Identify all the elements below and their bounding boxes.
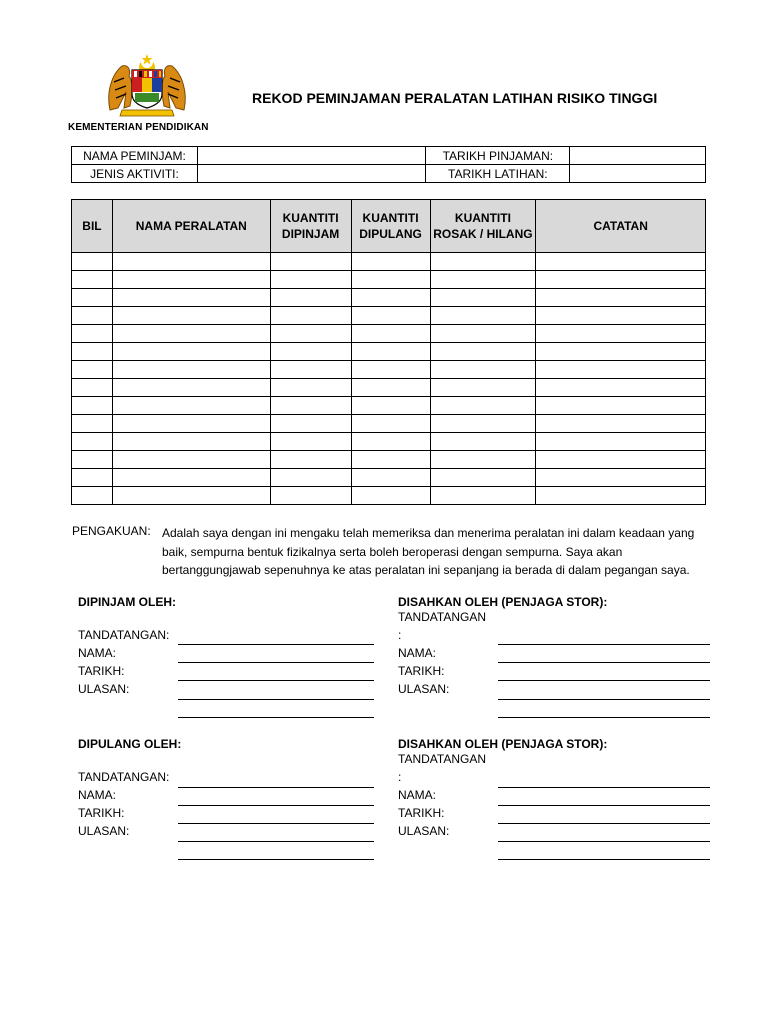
table-cell[interactable] [270, 271, 351, 289]
table-cell[interactable] [351, 487, 430, 505]
table-cell[interactable] [430, 487, 536, 505]
table-cell[interactable] [351, 289, 430, 307]
table-cell[interactable] [351, 325, 430, 343]
verified-by-heading-1: DISAHKAN OLEH (PENJAGA STOR): [398, 595, 608, 609]
table-cell[interactable] [351, 307, 430, 325]
table-cell[interactable] [72, 415, 113, 433]
table-cell[interactable] [112, 379, 270, 397]
table-cell[interactable] [430, 253, 536, 271]
equipment-table [71, 199, 706, 505]
table-cell[interactable] [430, 325, 536, 343]
table-cell[interactable] [72, 289, 113, 307]
table-cell[interactable] [536, 289, 706, 307]
table-cell[interactable] [430, 343, 536, 361]
verified-date-line-2[interactable] [498, 823, 710, 824]
returned-date-label: TARIKH: [78, 806, 125, 820]
verified-date-line-1[interactable] [498, 680, 710, 681]
table-cell[interactable] [351, 271, 430, 289]
table-row [72, 271, 706, 289]
table-cell[interactable] [536, 271, 706, 289]
table-cell[interactable] [270, 325, 351, 343]
table-cell[interactable] [430, 469, 536, 487]
table-cell[interactable] [536, 361, 706, 379]
table-cell[interactable] [72, 451, 113, 469]
borrowed-by-heading: DIPINJAM OLEH: [78, 595, 177, 609]
table-cell[interactable] [536, 379, 706, 397]
returned-remarks-line-2[interactable] [178, 859, 374, 860]
col-header-qty-borrowed: KUANTITI DIPINJAM [270, 200, 351, 253]
table-cell[interactable] [536, 253, 706, 271]
table-cell[interactable] [112, 469, 270, 487]
verified-name-line-2[interactable] [498, 805, 710, 806]
table-cell[interactable] [72, 397, 113, 415]
table-cell[interactable] [351, 343, 430, 361]
table-cell[interactable] [351, 397, 430, 415]
activity-type-label: JENIS AKTIVITI: [72, 165, 198, 183]
table-cell[interactable] [72, 271, 113, 289]
table-cell[interactable] [112, 415, 270, 433]
verified-remarks-line-1b[interactable] [498, 717, 710, 718]
table-cell[interactable] [72, 325, 113, 343]
table-cell[interactable] [270, 253, 351, 271]
verified-remarks-line-1a[interactable] [498, 699, 710, 700]
table-cell[interactable] [351, 361, 430, 379]
borrowed-remarks-line-1[interactable] [178, 699, 374, 700]
borrowed-date-line[interactable] [178, 680, 374, 681]
borrower-info-table [71, 146, 706, 183]
table-cell[interactable] [72, 379, 113, 397]
returned-name-line[interactable] [178, 805, 374, 806]
verified-name-line-1[interactable] [498, 662, 710, 663]
col-header-equipment-name: NAMA PERALATAN [112, 200, 270, 253]
borrowed-date-label: TARIKH: [78, 664, 125, 678]
table-cell[interactable] [270, 451, 351, 469]
table-cell[interactable] [351, 433, 430, 451]
table-cell[interactable] [430, 415, 536, 433]
table-cell[interactable] [351, 415, 430, 433]
table-cell[interactable] [536, 469, 706, 487]
col-header-remarks: CATATAN [536, 200, 706, 253]
training-date-label: TARIKH LATIHAN: [426, 165, 570, 183]
returned-remarks-label: ULASAN: [78, 824, 130, 838]
table-cell[interactable] [536, 325, 706, 343]
verified-name-label-2: NAMA: [398, 788, 437, 802]
borrowed-name-label: NAMA: [78, 646, 117, 660]
table-row [72, 487, 706, 505]
table-cell[interactable] [351, 469, 430, 487]
verified-signature-line-2[interactable] [498, 787, 710, 788]
table-cell[interactable] [112, 253, 270, 271]
table-cell[interactable] [536, 307, 706, 325]
borrowed-remarks-label: ULASAN: [78, 682, 130, 696]
table-row [72, 469, 706, 487]
info-row-1 [72, 147, 706, 165]
verified-signature-colon-1: : [398, 628, 402, 642]
returned-signature-line[interactable] [178, 787, 374, 788]
table-cell[interactable] [430, 379, 536, 397]
returned-date-line[interactable] [178, 823, 374, 824]
table-cell[interactable] [72, 253, 113, 271]
returned-remarks-line-1[interactable] [178, 841, 374, 842]
loan-date-label: TARIKH PINJAMAN: [426, 147, 570, 165]
col-header-qty-returned: KUANTITI DIPULANG [351, 200, 430, 253]
table-cell[interactable] [536, 343, 706, 361]
table-cell[interactable] [270, 469, 351, 487]
borrower-name-label: NAMA PEMINJAM: [72, 147, 198, 165]
table-row [72, 451, 706, 469]
table-cell[interactable] [430, 361, 536, 379]
table-cell[interactable] [72, 487, 113, 505]
table-cell[interactable] [270, 289, 351, 307]
table-row [72, 289, 706, 307]
table-row [72, 379, 706, 397]
table-cell[interactable] [430, 289, 536, 307]
table-cell[interactable] [270, 361, 351, 379]
declaration-label: PENGAKUAN: [72, 524, 151, 538]
ministry-name: KEMENTERIAN PENDIDIKAN [68, 122, 209, 133]
activity-type-field[interactable] [197, 165, 425, 183]
table-cell[interactable] [536, 433, 706, 451]
verified-name-label-1: NAMA: [398, 646, 437, 660]
verified-date-label-1: TARIKH: [398, 664, 445, 678]
table-cell[interactable] [351, 253, 430, 271]
table-row [72, 343, 706, 361]
table-row [72, 325, 706, 343]
declaration-text: Adalah saya dengan ini mengaku telah memeriksa dan menerima peralatan ini dalam keadaan yang baik, sempurna bentuk fizikalnya serta boleh beroperasi dengan sempurna. Saya akan bertanggungjawab sepenuhnya ke atas peralatan ini sepanjang ia berada di dalam pegangan saya. [162, 526, 695, 577]
table-cell[interactable] [270, 343, 351, 361]
table-cell[interactable] [72, 469, 113, 487]
borrowed-name-line[interactable] [178, 662, 374, 663]
verified-by-heading-2: DISAHKAN OLEH (PENJAGA STOR): [398, 737, 608, 751]
table-row [72, 307, 706, 325]
table-cell[interactable] [112, 451, 270, 469]
loan-date-field[interactable] [570, 147, 706, 165]
verified-remarks-label-2: ULASAN: [398, 824, 450, 838]
col-header-bil: BIL [72, 200, 113, 253]
col-header-qty-damaged-lost: KUANTITI ROSAK / HILANG [430, 200, 536, 253]
borrower-name-field[interactable] [197, 147, 425, 165]
table-cell[interactable] [72, 307, 113, 325]
returned-by-heading: DIPULANG OLEH: [78, 737, 182, 751]
table-cell[interactable] [270, 487, 351, 505]
verified-remarks-line-2a[interactable] [498, 841, 710, 842]
verified-remarks-label-1: ULASAN: [398, 682, 450, 696]
info-row-2 [72, 165, 706, 183]
training-date-field[interactable] [570, 165, 706, 183]
table-cell[interactable] [536, 415, 706, 433]
table-cell[interactable] [112, 433, 270, 451]
verified-signature-label-1: TANDATANGAN [398, 610, 487, 624]
verified-signature-colon-2: : [398, 770, 402, 784]
table-row [72, 433, 706, 451]
table-cell[interactable] [536, 397, 706, 415]
table-cell[interactable] [430, 451, 536, 469]
table-cell[interactable] [112, 397, 270, 415]
table-cell[interactable] [430, 307, 536, 325]
table-cell[interactable] [351, 451, 430, 469]
table-cell[interactable] [430, 271, 536, 289]
table-cell[interactable] [270, 397, 351, 415]
table-cell[interactable] [112, 361, 270, 379]
verified-signature-line-1[interactable] [498, 644, 710, 645]
table-cell[interactable] [72, 343, 113, 361]
verified-signature-label-2: TANDATANGAN [398, 752, 487, 766]
table-cell[interactable] [430, 433, 536, 451]
table-cell[interactable] [430, 397, 536, 415]
table-cell[interactable] [536, 487, 706, 505]
table-cell[interactable] [112, 343, 270, 361]
table-cell[interactable] [270, 433, 351, 451]
table-cell[interactable] [72, 361, 113, 379]
table-cell[interactable] [72, 433, 113, 451]
table-cell[interactable] [270, 415, 351, 433]
borrowed-remarks-line-2[interactable] [178, 717, 374, 718]
form-title: REKOD PEMINJAMAN PERALATAN LATIHAN RISIKO TINGGI [252, 90, 658, 106]
verified-remarks-line-2b[interactable] [498, 859, 710, 860]
table-cell[interactable] [112, 307, 270, 325]
table-cell[interactable] [112, 325, 270, 343]
table-cell[interactable] [536, 451, 706, 469]
table-row [72, 253, 706, 271]
table-row [72, 361, 706, 379]
returned-name-label: NAMA: [78, 788, 117, 802]
table-cell[interactable] [112, 289, 270, 307]
table-row [72, 397, 706, 415]
borrowed-signature-label: TANDATANGAN: [78, 628, 170, 642]
table-header-row [72, 200, 706, 253]
table-cell[interactable] [351, 379, 430, 397]
verified-date-label-2: TARIKH: [398, 806, 445, 820]
table-cell[interactable] [270, 379, 351, 397]
table-cell[interactable] [270, 307, 351, 325]
returned-signature-label: TANDATANGAN: [78, 770, 170, 784]
table-row [72, 415, 706, 433]
table-cell[interactable] [112, 271, 270, 289]
table-cell[interactable] [112, 487, 270, 505]
borrowed-signature-line[interactable] [178, 644, 374, 645]
ministry-crest-logo [104, 52, 190, 122]
